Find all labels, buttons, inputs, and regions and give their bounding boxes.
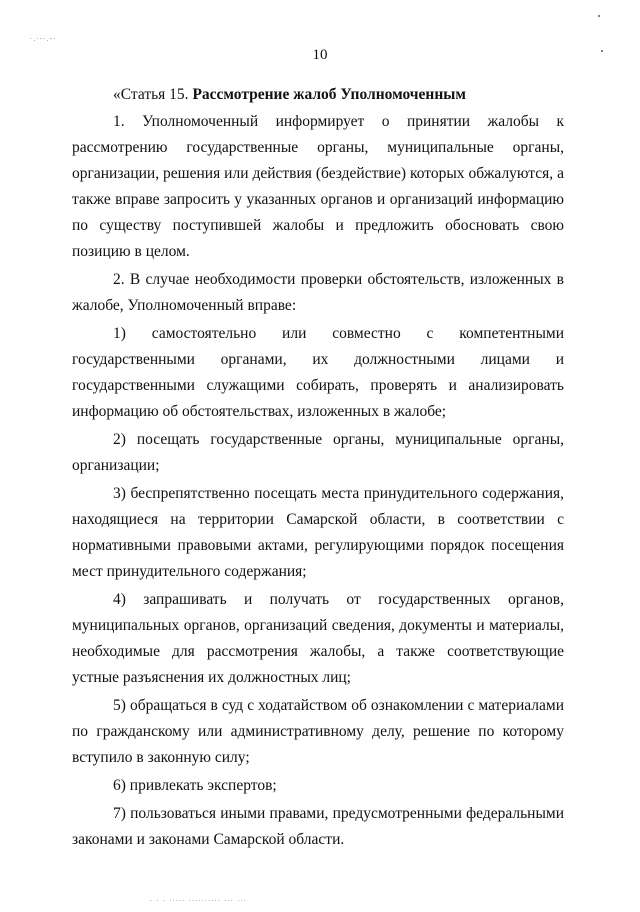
- paragraph: 2) посещать государственные органы, муниципальные органы, организации;: [72, 431, 564, 474]
- scan-artifact: ·.·-·.-·: [30, 35, 57, 43]
- document-body: [72, 82, 564, 854]
- paragraph: 1) самостоятельно или совместно с компетентными государственными органами, их должностными лицами и государственными служащими собирать, проверять и анализировать информацию об обстоятельствах, изложенных в жалобе;: [72, 325, 564, 420]
- paragraph: 7) пользоваться иными правами, предусмотренными федеральными законами и законами Самарской области.: [72, 805, 564, 848]
- article-title: Рассмотрение жалоб Уполномоченным: [192, 86, 466, 103]
- paragraph: 1. Уполномоченный информирует о принятии жалобы к рассмотрению государственные органы, муниципальные органы, организации, решения или действия (бездействие) которых обжалуются, а также вправе запросить у указанных органов и организаций информацию по существу поступившей жалобы и предложить обосновать свою позицию в целом.: [72, 113, 564, 260]
- article-heading: [72, 82, 564, 108]
- paragraph: 5) обращаться в суд с ходатайством об ознакомлении с материалами по гражданскому или административному делу, решение по которому вступило в законную силу;: [72, 697, 564, 766]
- paragraph: 4) запрашивать и получать от государственных органов, муниципальных органов, организаций сведения, документы и материалы, необходимые для рассмотрения жалобы, а также соответствующие устные разъяснения их должностных лиц;: [72, 591, 564, 686]
- article-prefix: «Статья 15.: [113, 86, 189, 103]
- scan-artifact: [598, 15, 600, 17]
- scan-artifact: . . . ..... .......... ... ...: [150, 895, 247, 903]
- paragraph: 6) привлекать экспертов;: [113, 777, 277, 794]
- page-number: 10: [312, 47, 328, 63]
- paragraph: 2. В случае необходимости проверки обстоятельств, изложенных в жалобе, Уполномоченный вправе:: [72, 271, 564, 314]
- paragraph: 3) беспрепятственно посещать места принудительного содержания, находящиеся на территории Самарской области, в соответствии с нормативными правовыми актами, регулирующими порядок посещения мест принудительного содержания;: [72, 485, 564, 580]
